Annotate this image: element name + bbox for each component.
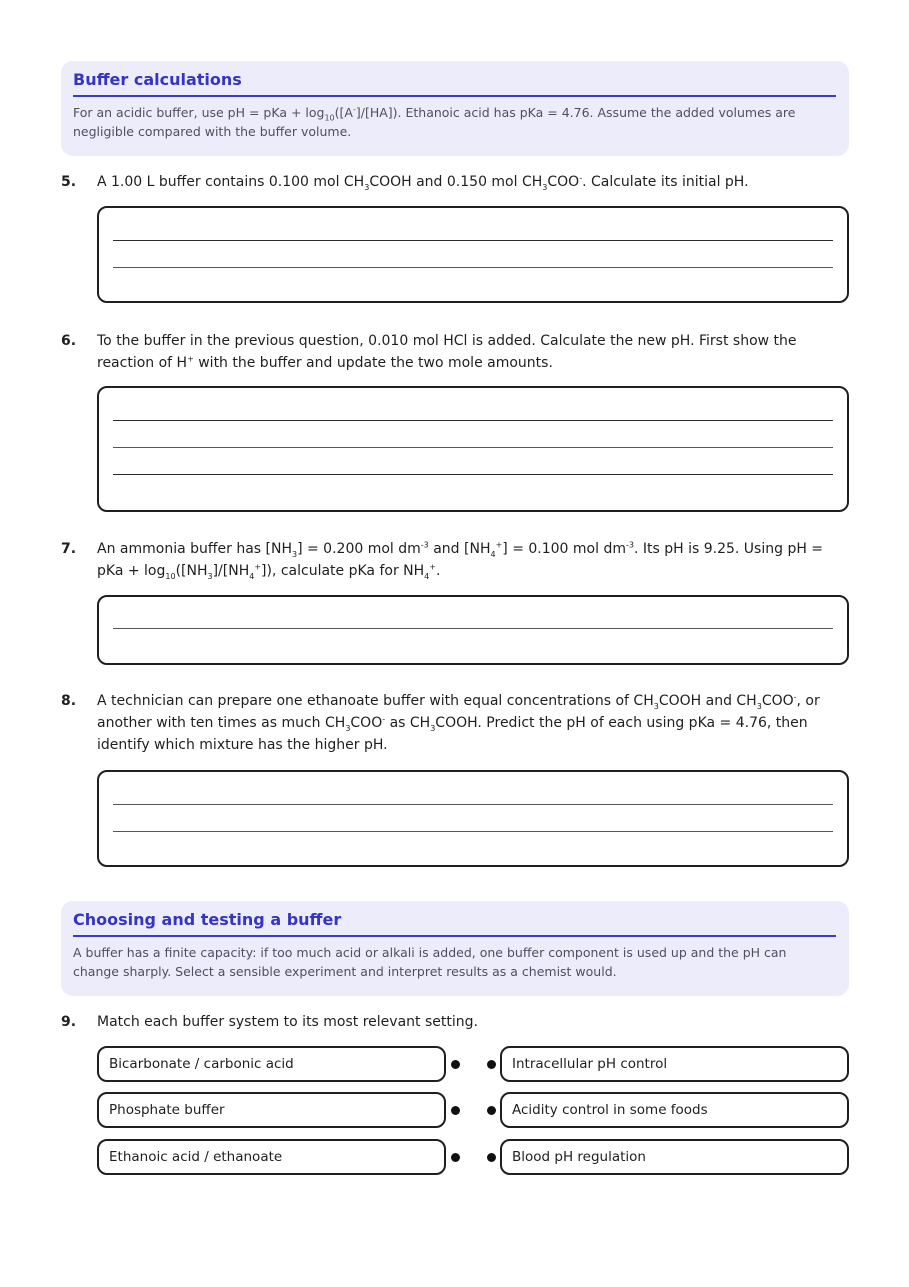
match-left-item[interactable]: Phosphate buffer	[97, 1092, 446, 1128]
section-description: A buffer has a finite capacity: if too much acid or alkali is added, one buffer component is used up and the pH can change sharply. Select a sensible experiment and interpret results as a chemist would.	[73, 945, 787, 979]
question-number: 5.	[61, 174, 77, 190]
question-8	[61, 690, 851, 756]
match-right-item[interactable]: Intracellular pH control	[500, 1046, 849, 1082]
question-text: A 1.00 L buffer contains 0.100 mol $CH_3COOH$ and 0.150 mol $CH_3COO^-$. Calculate its initial pH.	[97, 173, 749, 192]
answer-box-6[interactable]	[97, 386, 849, 512]
match-left-item[interactable]: Bicarbonate / carbonic acid	[97, 1046, 446, 1082]
section-choosing-testing	[61, 901, 849, 996]
question-6	[61, 330, 851, 374]
answer-line	[113, 240, 833, 241]
answer-line	[113, 831, 833, 832]
question-number: 9.	[61, 1014, 77, 1030]
question-text: A technician can prepare one ethanoate buffer with equal concentrations of $CH_3COOH$ and $CH_3COO^-$, or another with ten times as much $CH_3COO^-$ as $CH_3COOH$. Predict the pH of each using pKa = 4.76, then identify which mixture has the higher pH.	[97, 692, 820, 753]
question-text: An ammonia buffer has $[NH_3] = 0.200$ mol $dm^{-3}$ and $[NH_4^+] = 0.100$ mol $dm^{-3}$. Its pH is 9.25. Using pH = pKa + $\log_{10}([NH_3]/[NH_4^+])$, calculate pKa for $NH_4^+$.	[97, 540, 824, 581]
question-7	[61, 538, 851, 582]
answer-line	[113, 420, 833, 421]
question-number: 7.	[61, 541, 77, 557]
answer-line	[113, 804, 833, 805]
answer-box-7[interactable]	[97, 595, 849, 665]
match-connector-dot[interactable]	[487, 1153, 496, 1162]
match-right-item[interactable]: Blood pH regulation	[500, 1139, 849, 1175]
question-text: Match each buffer system to its most relevant setting.	[97, 1014, 478, 1030]
answer-line	[113, 267, 833, 268]
section-buffer-calculations	[61, 61, 849, 156]
section-title: Choosing and testing a buffer	[73, 910, 836, 937]
match-connector-dot[interactable]	[451, 1060, 460, 1069]
answer-line	[113, 628, 833, 629]
answer-line	[113, 447, 833, 448]
match-connector-dot[interactable]	[451, 1153, 460, 1162]
match-left-item[interactable]: Ethanoic acid / ethanoate	[97, 1139, 446, 1175]
question-9	[61, 1011, 851, 1033]
match-connector-dot[interactable]	[451, 1106, 460, 1115]
question-number: 8.	[61, 693, 77, 709]
question-5	[61, 171, 851, 193]
answer-box-5[interactable]	[97, 206, 849, 303]
question-number: 6.	[61, 333, 77, 349]
match-right-item[interactable]: Acidity control in some foods	[500, 1092, 849, 1128]
section-title: Buffer calculations	[73, 70, 836, 97]
match-connector-dot[interactable]	[487, 1106, 496, 1115]
question-text: To the buffer in the previous question, 0.010 mol HCl is added. Calculate the new pH. First show the reaction of H+ with the buffer and update the two mole amounts.	[97, 333, 797, 371]
answer-line	[113, 474, 833, 475]
match-connector-dot[interactable]	[487, 1060, 496, 1069]
section-description: For an acidic buffer, use pH = pKa + $\log_{10}([A^-]/[HA])$. Ethanoic acid has pKa = 4.76. Assume the added volumes are negligible compared with the buffer volume.	[73, 104, 796, 139]
answer-box-8[interactable]	[97, 770, 849, 867]
